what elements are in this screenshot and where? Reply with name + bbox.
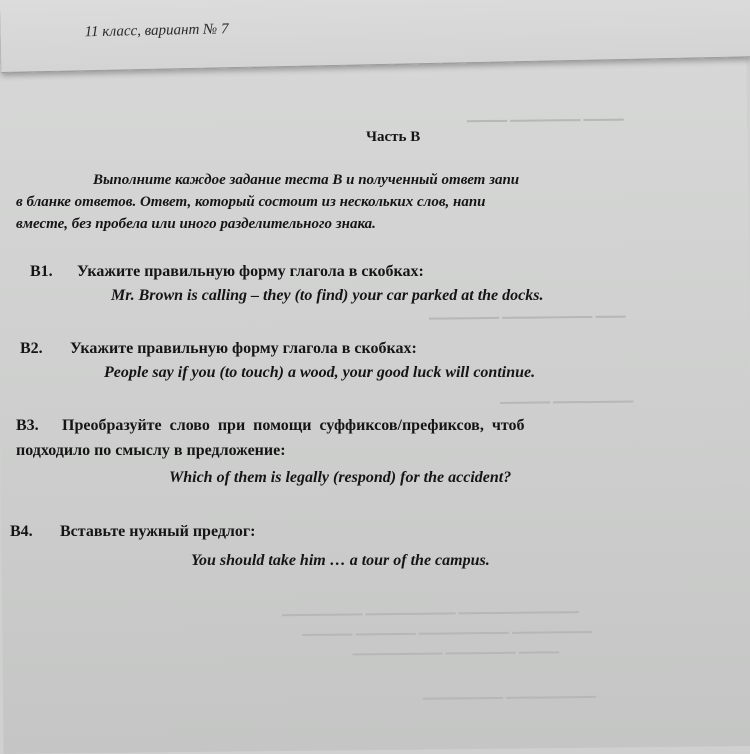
bleed-through-line: ▁▁▁▁ ▁▁▁▁▁▁▁ ▁▁▁▁	[466, 105, 624, 123]
task-b2-question: Укажите правильную форму глагола в скобках:	[70, 340, 417, 357]
task-b4-label: В4.	[10, 523, 33, 540]
header-variant: 11 класс, вариант № 7	[84, 21, 229, 41]
bleed-through-line: ▁▁▁▁▁▁▁▁▁ ▁▁▁▁▁▁▁ ▁▁▁▁	[352, 638, 560, 656]
task-b4-question: Вставьте нужный предлог:	[60, 523, 256, 540]
task-b1-question: Укажите правильную форму глагола в скобках:	[77, 263, 424, 280]
task-b4-sentence: You should take him … a tour of the campus.	[191, 552, 490, 569]
bleed-through-line: ▁▁▁▁▁ ▁▁▁▁▁▁▁▁	[499, 387, 634, 404]
part-title: Часть B	[366, 129, 421, 145]
task-b2-sentence: People say if you (to touch) a wood, your good luck will continue.	[104, 364, 536, 381]
bleed-through-line: ▁▁▁▁▁▁▁▁ ▁▁▁▁▁▁▁▁▁	[422, 682, 597, 700]
task-b3-question: Преобразуйте слово при помощи суффиксов/префиксов, чтоб	[62, 417, 525, 434]
bleed-through-line: ▁▁▁▁▁▁▁▁ ▁▁▁▁▁▁▁▁▁ ▁▁▁▁▁▁▁▁▁▁▁▁	[282, 597, 579, 616]
task-b1-sentence: Mr. Brown is calling – they (to find) your car parked at the docks.	[111, 287, 544, 304]
task-b3-sentence: Which of them is legally (respond) for the accident?	[169, 469, 512, 486]
instruction-line-1: Выполните каждое задание теста В и полученный ответ запи	[93, 172, 520, 188]
bleed-through-line: ▁▁▁▁▁▁▁ ▁▁▁▁▁▁▁▁▁ ▁▁▁	[428, 302, 626, 320]
task-b3-label: В3.	[16, 417, 39, 434]
task-b2-label: В2.	[20, 340, 43, 357]
page-background	[0, 56, 750, 754]
instruction-line-3: вместе, без пробела или иного разделительного знака.	[16, 216, 376, 232]
task-b3-question-line2: подходило по смыслу в предложение:	[16, 442, 286, 459]
instruction-line-2: в бланке ответов. Ответ, который состоит из нескольких слов, напи	[16, 194, 486, 210]
bleed-through-line: ▁▁▁▁▁ ▁▁▁▁▁▁ ▁▁▁▁▁▁▁▁▁ ▁▁▁▁▁▁▁▁	[302, 617, 593, 636]
task-b1-label: В1.	[30, 263, 53, 280]
